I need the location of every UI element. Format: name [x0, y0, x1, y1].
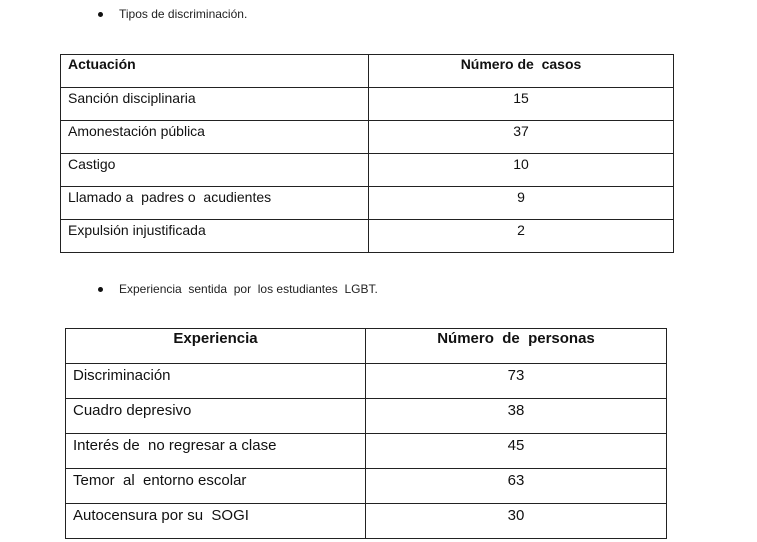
table-row: [61, 187, 674, 220]
table-row: [61, 220, 674, 253]
bullet-item-lgbt-experience: [98, 282, 378, 296]
table-row: [61, 121, 674, 154]
cell-experiencia: Discriminación: [66, 364, 366, 399]
column-header-numero-personas: Número de personas: [366, 329, 667, 364]
cell-experiencia: Autocensura por su SOGI: [66, 504, 366, 539]
table-row: [66, 399, 667, 434]
column-header-actuacion: Actuación: [61, 55, 369, 88]
bullet-text: Experiencia sentida por los estudiantes LGBT.: [119, 282, 378, 296]
cell-casos: 2: [369, 220, 674, 253]
experience-table: [65, 328, 667, 539]
bullet-item-discrimination-types: [98, 7, 247, 21]
cell-actuacion: Castigo: [61, 154, 369, 187]
table-header-row: [61, 55, 674, 88]
cell-casos: 37: [369, 121, 674, 154]
table-header-row: [66, 329, 667, 364]
cell-casos: 10: [369, 154, 674, 187]
cell-casos: 15: [369, 88, 674, 121]
cell-personas: 63: [366, 469, 667, 504]
column-header-experiencia: Experiencia: [66, 329, 366, 364]
cell-actuacion: Llamado a padres o acudientes: [61, 187, 369, 220]
table-row: [66, 469, 667, 504]
cell-personas: 73: [366, 364, 667, 399]
cell-actuacion: Amonestación pública: [61, 121, 369, 154]
bullet-icon: [98, 287, 103, 292]
table-row: [66, 364, 667, 399]
table-row: [66, 504, 667, 539]
table-row: [61, 154, 674, 187]
cell-actuacion: Sanción disciplinaria: [61, 88, 369, 121]
bullet-icon: [98, 12, 103, 17]
cell-personas: 38: [366, 399, 667, 434]
column-header-numero-casos: Número de casos: [369, 55, 674, 88]
actions-table: [60, 54, 674, 253]
cell-actuacion: Expulsión injustificada: [61, 220, 369, 253]
cell-experiencia: Interés de no regresar a clase: [66, 434, 366, 469]
table-row: [61, 88, 674, 121]
cell-personas: 30: [366, 504, 667, 539]
table-row: [66, 434, 667, 469]
cell-experiencia: Temor al entorno escolar: [66, 469, 366, 504]
cell-personas: 45: [366, 434, 667, 469]
cell-experiencia: Cuadro depresivo: [66, 399, 366, 434]
cell-casos: 9: [369, 187, 674, 220]
bullet-text: Tipos de discriminación.: [119, 7, 248, 21]
